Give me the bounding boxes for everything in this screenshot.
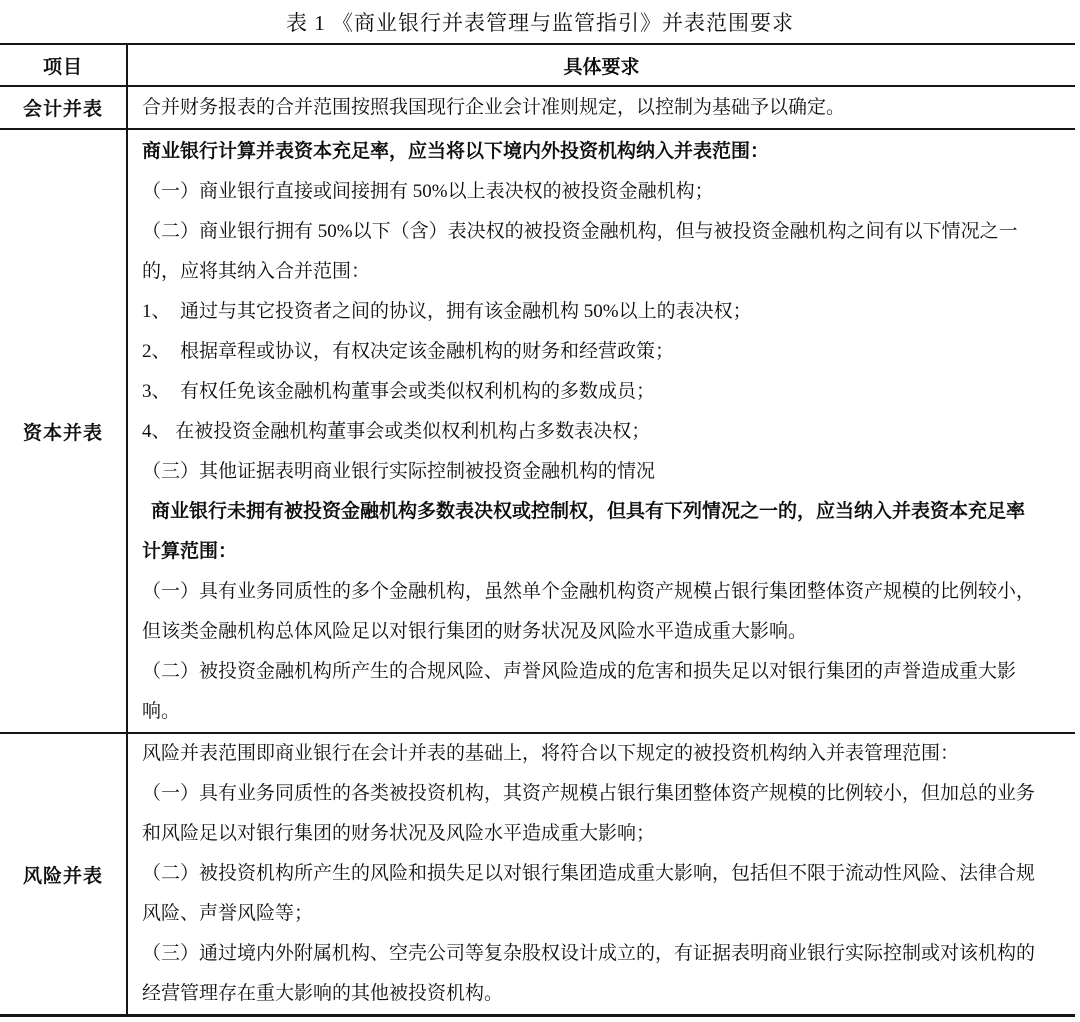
- requirement-line: 3、 有权任免该金融机构董事会或类似权利机构的多数成员；: [142, 381, 656, 402]
- requirement-line: 合并财务报表的合并范围按照我国现行企业会计准则规定，以控制为基础予以确定。: [142, 97, 846, 118]
- header-item-column: 项目: [0, 45, 128, 85]
- requirement-line: （二）商业银行拥有 50%以下（含）表决权的被投资金融机构，但与被投资金融机构之间有以下情况之一: [142, 221, 1018, 242]
- requirement-line: （二）被投资金融机构所产生的合规风险、声誉风险造成的危害和损失足以对银行集团的声誉造成重大影: [142, 661, 1017, 682]
- requirement-line: （二）被投资机构所产生的风险和损失足以对银行集团造成重大影响，包括但不限于流动性风险、法律合规: [142, 863, 1036, 884]
- requirement-line: 经营管理存在重大影响的其他被投资机构。: [142, 983, 504, 1004]
- item-cell: 风险并表: [0, 734, 128, 1014]
- requirement-line: 计算范围：: [142, 541, 238, 562]
- table-header-row: [0, 45, 1075, 87]
- item-cell: 会计并表: [0, 87, 128, 128]
- requirement-line: 商业银行计算并表资本充足率，应当将以下境内外投资机构纳入并表范围：: [142, 141, 770, 162]
- requirement-line: 2、 根据章程或协议，有权决定该金融机构的财务和经营政策；: [142, 341, 675, 362]
- requirement-line: （三）其他证据表明商业银行实际控制被投资金融机构的情况: [142, 461, 656, 482]
- requirements-cell: [128, 130, 1075, 732]
- table-row: [0, 87, 1075, 130]
- requirement-line: 商业银行未拥有被投资金融机构多数表决权或控制权，但具有下列情况之一的，应当纳入并表资本充足率: [151, 501, 1026, 522]
- requirement-line: 响。: [142, 701, 181, 722]
- page-title: 表 1 《商业银行并表管理与监管指引》并表范围要求: [286, 10, 794, 35]
- requirements-cell: [128, 734, 1075, 1014]
- requirement-line: （一）商业银行直接或间接拥有 50%以上表决权的被投资金融机构；: [142, 181, 714, 202]
- requirement-line: （一）具有业务同质性的多个金融机构，虽然单个金融机构资产规模占银行集团整体资产规模的比例较小，: [142, 581, 1036, 602]
- requirement-line: （三）通过境内外附属机构、空壳公司等复杂股权设计成立的，有证据表明商业银行实际控制或对该机构的: [142, 943, 1036, 964]
- requirement-line: 的，应将其纳入合并范围：: [142, 261, 371, 282]
- table-row: [0, 130, 1075, 734]
- table-row: [0, 734, 1075, 1014]
- requirement-line: 1、 通过与其它投资者之间的协议，拥有该金融机构 50%以上的表决权；: [142, 301, 752, 322]
- requirement-line: 但该类金融机构总体风险足以对银行集团的财务状况及风险水平造成重大影响。: [142, 621, 808, 642]
- table-body: [0, 87, 1075, 1014]
- requirement-line: 4、 在被投资金融机构董事会或类似权利机构占多数表决权；: [142, 421, 651, 442]
- item-cell: 资本并表: [0, 130, 128, 732]
- requirement-line: 风险、声誉风险等；: [142, 903, 314, 924]
- requirements-cell: [128, 87, 1075, 128]
- header-requirement-column: 具体要求: [563, 56, 640, 78]
- requirement-line: 风险并表范围即商业银行在会计并表的基础上，将符合以下规定的被投资机构纳入并表管理范围：: [142, 743, 960, 764]
- consolidation-requirements-table: [0, 43, 1075, 1017]
- requirement-line: 和风险足以对银行集团的财务状况及风险水平造成重大影响；: [142, 823, 656, 844]
- requirement-line: （一）具有业务同质性的各类被投资机构，其资产规模占银行集团整体资产规模的比例较小，但加总的业务: [142, 783, 1036, 804]
